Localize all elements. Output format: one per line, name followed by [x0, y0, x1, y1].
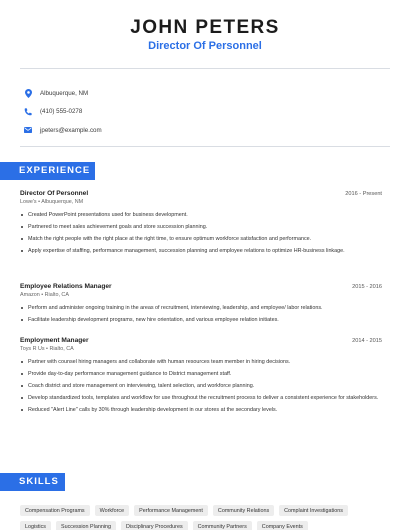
skill-chip: Performance Management — [134, 505, 208, 516]
contact-email-text[interactable]: jpeters@example.com — [40, 126, 102, 134]
job-entry — [20, 337, 382, 418]
job-entry — [20, 283, 382, 328]
job-dates: 2014 - 2015 — [352, 338, 382, 344]
skill-chip: Compensation Programs — [20, 505, 90, 516]
job-title: Employee Relations Manager — [20, 283, 112, 290]
job-bullet: Partner with counsel hiring managers and collaborate with human resources team member in hiring decisions. — [20, 358, 382, 366]
skill-row — [20, 521, 395, 530]
candidate-title: Director Of Personnel — [148, 40, 262, 52]
job-company: Lowe's • Albuquerque, NM — [20, 199, 84, 205]
experience-heading: EXPERIENCE — [0, 162, 95, 180]
job-bullet: Facilitate leadership development programs, new hire orientation, and various employee relation initiates. — [20, 316, 382, 324]
job-company: Amazon • Rialto, CA — [20, 292, 69, 298]
job-bullet: Match the right people with the right place at the right time, to ensure optimum workforce satisfaction and performance. — [20, 235, 382, 243]
job-title: Employment Manager — [20, 337, 89, 344]
envelope-icon — [23, 124, 33, 136]
phone-icon — [23, 106, 33, 118]
skill-chip: Community Relations — [213, 505, 274, 516]
skill-chip: Succession Planning — [56, 521, 116, 530]
job-bullet: Develop standardized tools, templates and workflow for use throughout the recruitment process to deliver a consistent experience for stakeholders. — [20, 394, 382, 402]
contact-email — [23, 121, 102, 139]
location-pin-icon — [23, 87, 33, 99]
skill-chip: Company Events — [257, 521, 308, 530]
job-bullet: Perform and administer ongoing training in the areas of recruitment, interviewing, leadership, and employee/ labor relations. — [20, 304, 382, 312]
job-bullet: Created PowerPoint presentations used for business development. — [20, 211, 382, 219]
contact-phone-text: (410) 555-0278 — [40, 108, 83, 115]
job-bullet: Provide day-to-day performance management guidance to District management staff. — [20, 370, 382, 378]
contact-location-text: Albuquerque, NM — [40, 89, 89, 97]
job-bullet: Coach district and store management on interviewing, talent selection, and workforce planning. — [20, 382, 382, 390]
job-entry — [20, 190, 382, 259]
skill-chip: Logistics — [20, 521, 51, 530]
job-dates: 2016 - Present — [345, 191, 382, 197]
skill-chip: Complaint Investigations — [279, 505, 348, 516]
job-bullet: Apply expertise of staffing, performance management, succession planning and employee relations to optimize HR-business linkage. — [20, 247, 382, 255]
header-divider — [20, 68, 390, 69]
skill-chip: Community Partners — [193, 521, 252, 530]
skills-list — [20, 505, 395, 530]
contact-list — [23, 84, 102, 140]
job-dates: 2015 - 2016 — [352, 284, 382, 290]
contact-location — [23, 84, 102, 102]
job-bullet: Partnered to meet sales achievement goals and store succession planning. — [20, 223, 382, 231]
job-title: Director Of Personnel — [20, 190, 89, 197]
job-bullet: Reduced "Alert Line" calls by 30% through leadership development in our stores at the secondary levels. — [20, 406, 382, 414]
contact-divider — [20, 146, 390, 147]
skill-row — [20, 505, 395, 516]
job-company: Toys R Us • Rialto, CA — [20, 346, 74, 352]
contact-phone — [23, 103, 102, 121]
skill-chip: Disciplinary Procedures — [121, 521, 188, 530]
candidate-name: JOHN PETERS — [130, 17, 280, 38]
skill-chip: Workforce — [95, 505, 129, 516]
skills-heading: SKILLS — [0, 473, 65, 491]
